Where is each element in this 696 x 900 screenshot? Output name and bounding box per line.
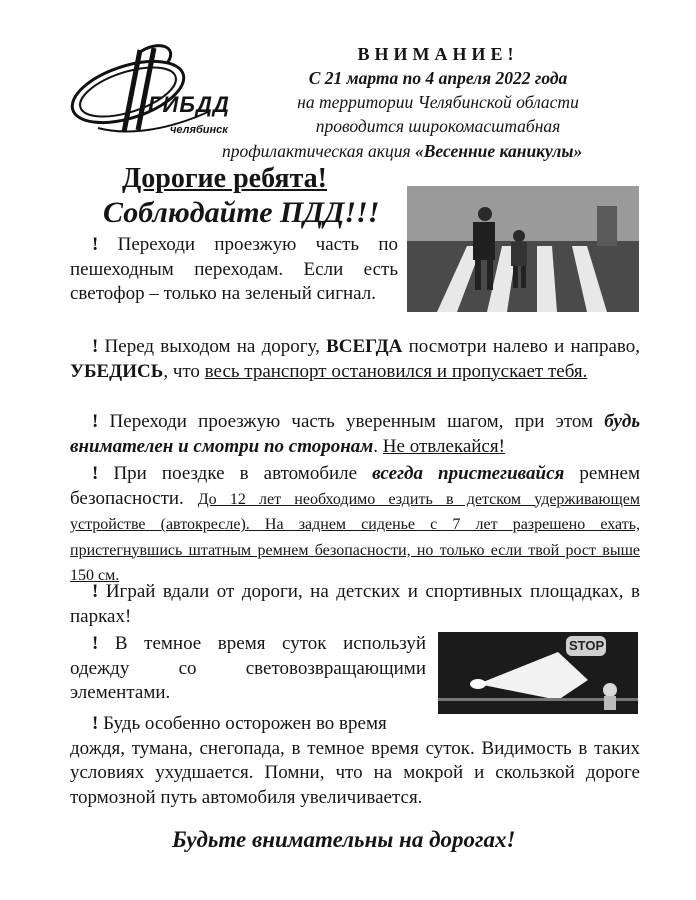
rule-7-text-b: дождя, тумана, снегопада, в темное время суток. Видимость в таких условиях ухудшается. Помни, что на мокрой и скользкой дороге тормозной путь автомобиля увеличивается. <box>70 737 640 808</box>
rule-2-text-a: Перед выходом на дорогу, <box>104 336 327 357</box>
rule-7-text-a: Будь особенно осторожен во время <box>103 713 387 734</box>
bullet-2: ! <box>92 336 99 357</box>
rule-7 <box>70 712 640 810</box>
bullet-7: ! <box>92 713 99 734</box>
closing-line: Будьте внимательны на дорогах! <box>172 827 516 852</box>
rule-1 <box>70 233 398 307</box>
campaign-prefix: профилактическая акция <box>222 141 411 161</box>
rule-2-always: ВСЕГДА <box>326 336 403 357</box>
header-campaign <box>222 139 672 163</box>
bullet-4: ! <box>92 463 99 484</box>
rule-3-text-a: Переходи проезжую часть уверенным шагом, при этом <box>109 411 605 432</box>
rule-4-text-c: ремнем безопасности. <box>70 463 641 509</box>
bullet-3: ! <box>92 411 99 432</box>
rule-3 <box>70 410 640 459</box>
stop-sign-text: STOP <box>569 638 605 653</box>
rule-5-text: Играй вдали от дороги, на детских и спортивных площадках, в парках! <box>70 581 641 627</box>
gibdd-logo <box>58 40 238 150</box>
campaign-dates: С 21 марта по 4 апреля 2022 года <box>308 68 568 88</box>
rule-4 <box>70 462 640 589</box>
header-region: на территории Челябинской области <box>297 92 579 112</box>
headlight-image <box>438 632 638 714</box>
rule-5 <box>70 580 640 629</box>
header <box>218 42 658 138</box>
logo-text: ГИБДД <box>148 92 230 117</box>
rule-2-underlined: весь транспорт остановился и пропускает тебя. <box>204 360 588 382</box>
rule-4-text-a: При поездке в автомобиле <box>113 463 373 484</box>
bullet-1: ! <box>92 234 99 255</box>
rule-2-text-c: посмотри налево и направо, <box>402 336 640 357</box>
rule-6 <box>70 632 426 706</box>
logo-city: челябинск <box>170 124 228 136</box>
rule-6-text: В темное время суток используй одежду со световозвращающими элементами. <box>70 633 427 703</box>
greeting: Дорогие ребята! <box>122 163 327 194</box>
rules-title: Соблюдайте ПДД!!! <box>103 196 380 229</box>
crossing-photo <box>407 186 639 312</box>
bullet-6: ! <box>92 633 99 654</box>
campaign-name: «Весенние каникулы» <box>414 141 583 161</box>
rule-3-text-c: . <box>373 435 383 457</box>
car-headlight-stop-icon <box>438 632 638 714</box>
rule-3-attentive: будь внимателен и смотри по сторонам <box>70 411 640 457</box>
rule-4-child-seat: До 12 лет необходимо ездить в детском удерживающем устройстве (автокресле). На заднем сиденье с 7 лет разрешено ехать, пристегнувшись штатным ремнем безопасности, но только если твой рост выше 150 см. <box>70 490 640 584</box>
rule-2 <box>70 335 640 384</box>
children-crossing-image <box>407 186 639 312</box>
rule-2-make-sure: УБЕДИСЬ <box>70 360 164 382</box>
header-scale: проводится широкомасштабная <box>315 116 561 136</box>
attention-title: ВНИМАНИЕ! <box>357 44 519 64</box>
rule-3-no-distraction: Не отвлекайся! <box>382 435 505 457</box>
rule-2-text-e: , что <box>163 360 205 382</box>
bullet-5: ! <box>92 581 99 602</box>
rule-4-seatbelt: всегда пристегивайся <box>372 463 565 484</box>
rule-1-text: Переходи проезжую часть по пешеходным переходам. Если есть светофор – только на зеленый сигнал. <box>70 234 398 304</box>
